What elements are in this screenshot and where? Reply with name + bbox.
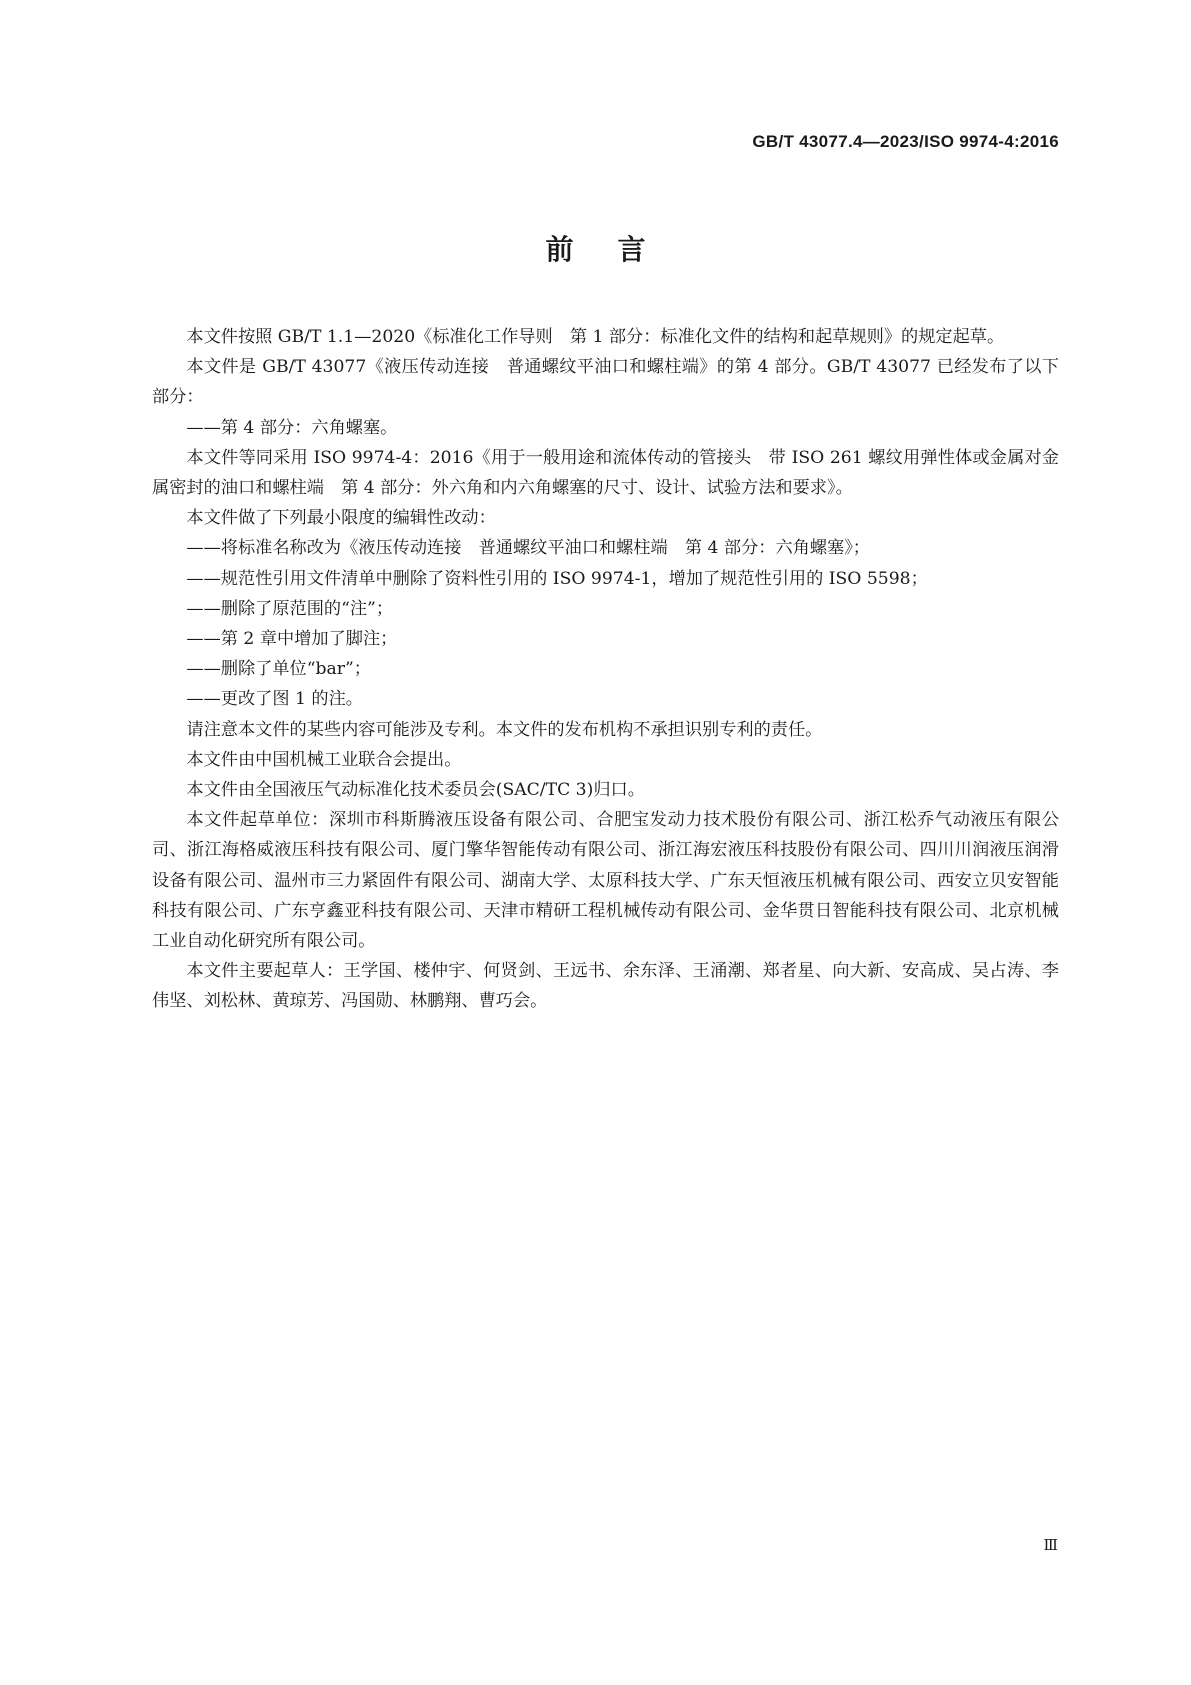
list-item-change-scope-note: ——删除了原范围的“注”； bbox=[186, 598, 394, 619]
paragraph-identical-adoption: 本文件等同采用 ISO 9974-4：2016《用于一般用途和流体传动的管接头 带 ISO 261 螺纹用弹性体或金属对金属密封的油口和螺柱端 第 4 部分：外六角和内六角螺塞的尺寸、设计、试验方法和要求》。 bbox=[152, 447, 1059, 499]
list-item-part-4: ——第 4 部分：六角螺塞。 bbox=[186, 417, 398, 438]
page-number: Ⅲ bbox=[1043, 1536, 1058, 1554]
list-item-change-footnote: ——第 2 章中增加了脚注； bbox=[186, 629, 398, 650]
paragraph-drafting-organizations: 本文件起草单位：深圳市科斯腾液压设备有限公司、合肥宝发动力技术股份有限公司、浙江松乔气动液压有限公司、浙江海格威液压科技有限公司、厦门擎华智能传动有限公司、浙江海宏液压科技股份有限公司、四川川润液压润滑设备有限公司、温州市三力紧固件有限公司、湖南大学、太原科技大学、广东天恒液压机械有限公司、西安立贝安智能科技有限公司、广东亨鑫亚科技有限公司、天津市精研工程机械传动有限公司、金华贯日智能科技有限公司、北京机械工业自动化研究所有限公司。 bbox=[152, 810, 1059, 952]
paragraph-proposed-by: 本文件由中国机械工业联合会提出。 bbox=[186, 749, 462, 770]
standard-number-header: GB/T 43077.4—2023/ISO 9974-4:2016 bbox=[752, 132, 1059, 151]
paragraph-main-drafters: 本文件主要起草人：王学国、楼仲宇、何贤剑、王远书、余东泽、王涌潮、郑者星、向大新、安高成、吴占涛、李伟坚、刘松林、黄琼芳、冯国勋、林鹏翔、曹巧会。 bbox=[152, 961, 1059, 1012]
list-item-change-unit: ——删除了单位“bar”； bbox=[186, 659, 371, 680]
paragraph-drafting-rules: 本文件按照 GB/T 1.1—2020《标准化工作导则 第 1 部分：标准化文件的结构和起草规则》的规定起草。 bbox=[186, 327, 1005, 347]
paragraph-under-jurisdiction: 本文件由全国液压气动标准化技术委员会(SAC/TC 3)归口。 bbox=[186, 780, 645, 801]
page-title: 前言 bbox=[545, 233, 690, 266]
paragraph-series-part: 本文件是 GB/T 43077《液压传动连接 普通螺纹平油口和螺柱端》的第 4 部分。GB/T 43077 已经发布了以下部分： bbox=[152, 357, 1059, 408]
preface-body bbox=[152, 322, 1059, 1017]
paragraph-patent-notice: 请注意本文件的某些内容可能涉及专利。本文件的发布机构不承担识别专利的责任。 bbox=[186, 719, 823, 740]
paragraph-editorial-changes: 本文件做了下列最小限度的编辑性改动： bbox=[186, 508, 496, 529]
list-item-change-figure-note: ——更改了图 1 的注。 bbox=[186, 689, 363, 710]
list-item-change-references: ——规范性引用文件清单中删除了资料性引用的 ISO 9974-1，增加了规范性引用的 ISO 5598； bbox=[186, 568, 928, 589]
list-item-change-title: ——将标准名称改为《液压传动连接 普通螺纹平油口和螺柱端 第 4 部分：六角螺塞》； bbox=[186, 538, 870, 559]
